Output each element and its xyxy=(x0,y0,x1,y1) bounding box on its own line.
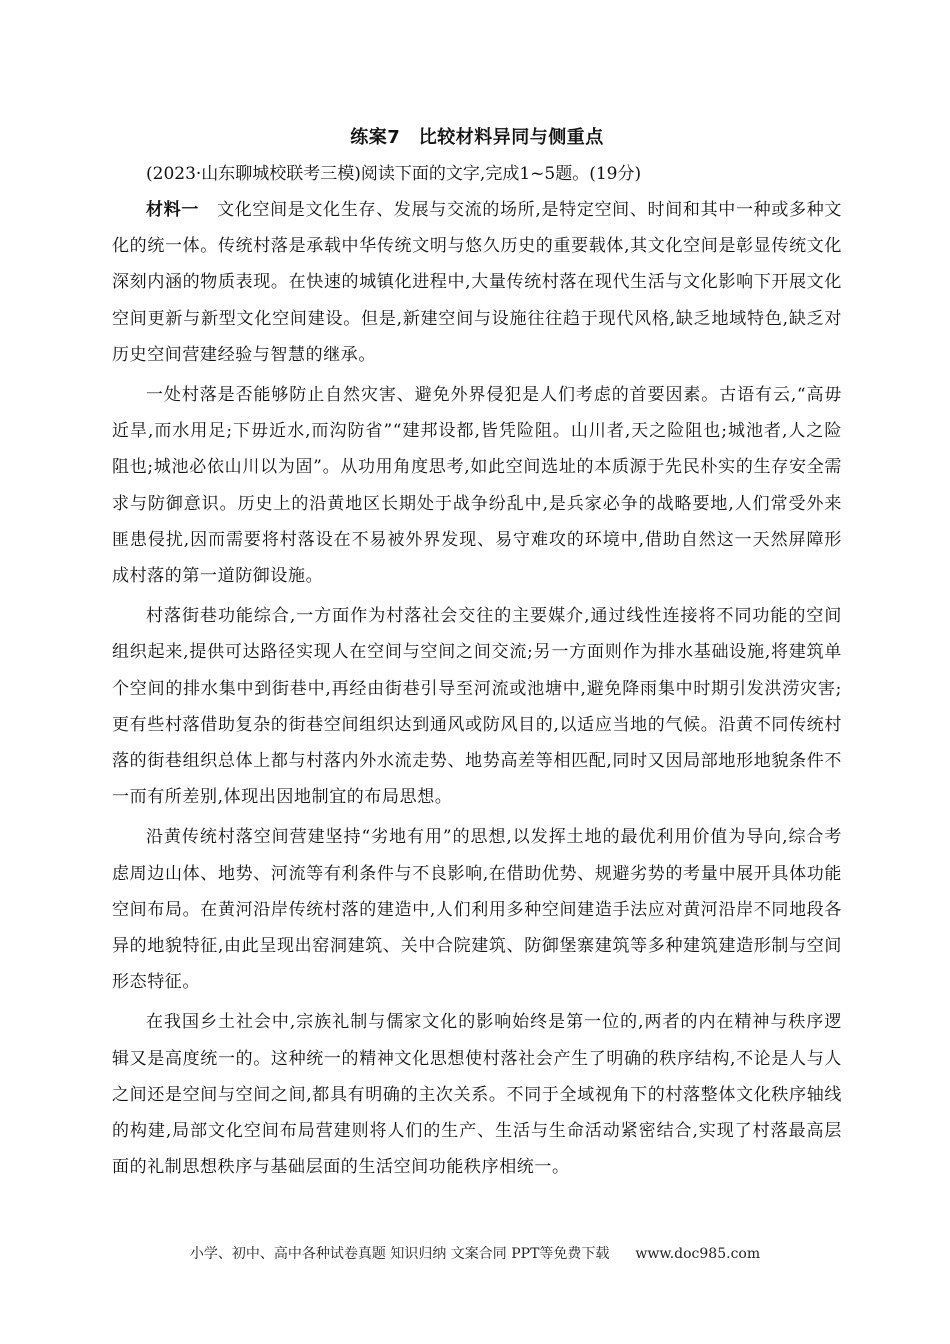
paragraph-1-text: 文化空间是文化生存、发展与交流的场所,是特定空间、时间和其中一种或多种文化的统一体。传统村落是承载中华传统文明与悠久历史的重要载体,其文化空间是彰显传统文化深刻内涵的物质表现。在快速的城镇化进程中,大量传统村落在现代生活与文化影响下开展文化空间更新与新型文化空间建设。但是,新建空间与设施往往趋于现代风格,缺乏地域特色,缺乏对历史空间营建经验与智慧的继承。 xyxy=(112,200,842,365)
material-label: 材料一 xyxy=(146,200,200,220)
footer-url[interactable]: www.doc985.com xyxy=(635,1246,761,1262)
paragraph-3: 村落街巷功能综合,一方面作为村落社会交往的主要媒介,通过线性连接将不同功能的空间组织起来,提供可达路径实现人在空间与空间之间交流;另一方面则作为排水基础设施,将建筑单个空间的排水集中到街巷中,再经由街巷引导至河流或池塘中,避免降雨集中时期引发洪涝灾害;更有些村落借助复杂的街巷空间组织达到通风或防风目的,以适应当地的气候。沿黄不同传统村落的街巷组织总体上都与村落内外水流走势、地势高差等相匹配,同时又因局部地形地貌条件不一而有所差别,体现出因地制宜的布局思想。 xyxy=(112,606,842,808)
paragraph-2: 一处村落是否能够防止自然灾害、避免外界侵犯是人们考虑的首要因素。古语有云,“高毋近旱,而水用足;下毋近水,而沟防省”“建邦设都,皆凭险阻。山川者,天之险阻也;城池者,人之险阻也;城池必依山川以为固”。从功用角度思考,如此空间选址的本质源于先民朴实的生存安全需求与防御意识。历史上的沿黄地区长期处于战争纷乱中,是兵家必争的战略要地,人们常受外来匪患侵扰,因而需要将村落设在不易被外界发现、易守难攻的环境中,借助自然这一天然屏障形成村落的第一道防御设施。 xyxy=(112,385,842,587)
paragraph-5: 在我国乡土社会中,宗族礼制与儒家文化的影响始终是第一位的,两者的内在精神与秩序逻辑又是高度统一的。这种统一的精神文化思想使村落社会产生了明确的秩序结构,不论是人与人之间还是空间与空间之间,都具有明确的主次关系。不同于全域视角下的村落整体文化秩序轴线的构建,局部文化空间布局营建则将人们的生产、生活与生命活动紧密结合,实现了村落最高层面的礼制思想秩序与基础层面的生活空间功能秩序相统一。 xyxy=(112,1012,842,1178)
page-title: 练案7 比较材料异同与侧重点 xyxy=(350,127,604,148)
question-intro: (2023·山东聊城校联考三模)阅读下面的文字,完成1~5题。(19分) xyxy=(146,164,642,184)
paragraph-1 xyxy=(112,192,842,373)
page-content xyxy=(112,120,842,1185)
page-footer xyxy=(0,1244,950,1264)
footer-text: 小学、初中、高中各种试卷真题 知识归纳 文案合同 PPT等免费下载 xyxy=(189,1246,610,1262)
paragraph-4: 沿黄传统村落空间营建坚持“劣地有用”的思想,以发挥土地的最优利用价值为导向,综合考虑周边山体、地势、河流等有利条件与不良影响,在借助优势、规避劣势的考量中展开具体功能空间布局。在黄河沿岸传统村落的建造中,人们利用多种空间建造手法应对黄河沿岸不同地段各异的地貌特征,由此呈现出窑洞建筑、关中合院建筑、防御堡寨建筑等多种建筑建造形制与空间形态特征。 xyxy=(112,827,842,993)
